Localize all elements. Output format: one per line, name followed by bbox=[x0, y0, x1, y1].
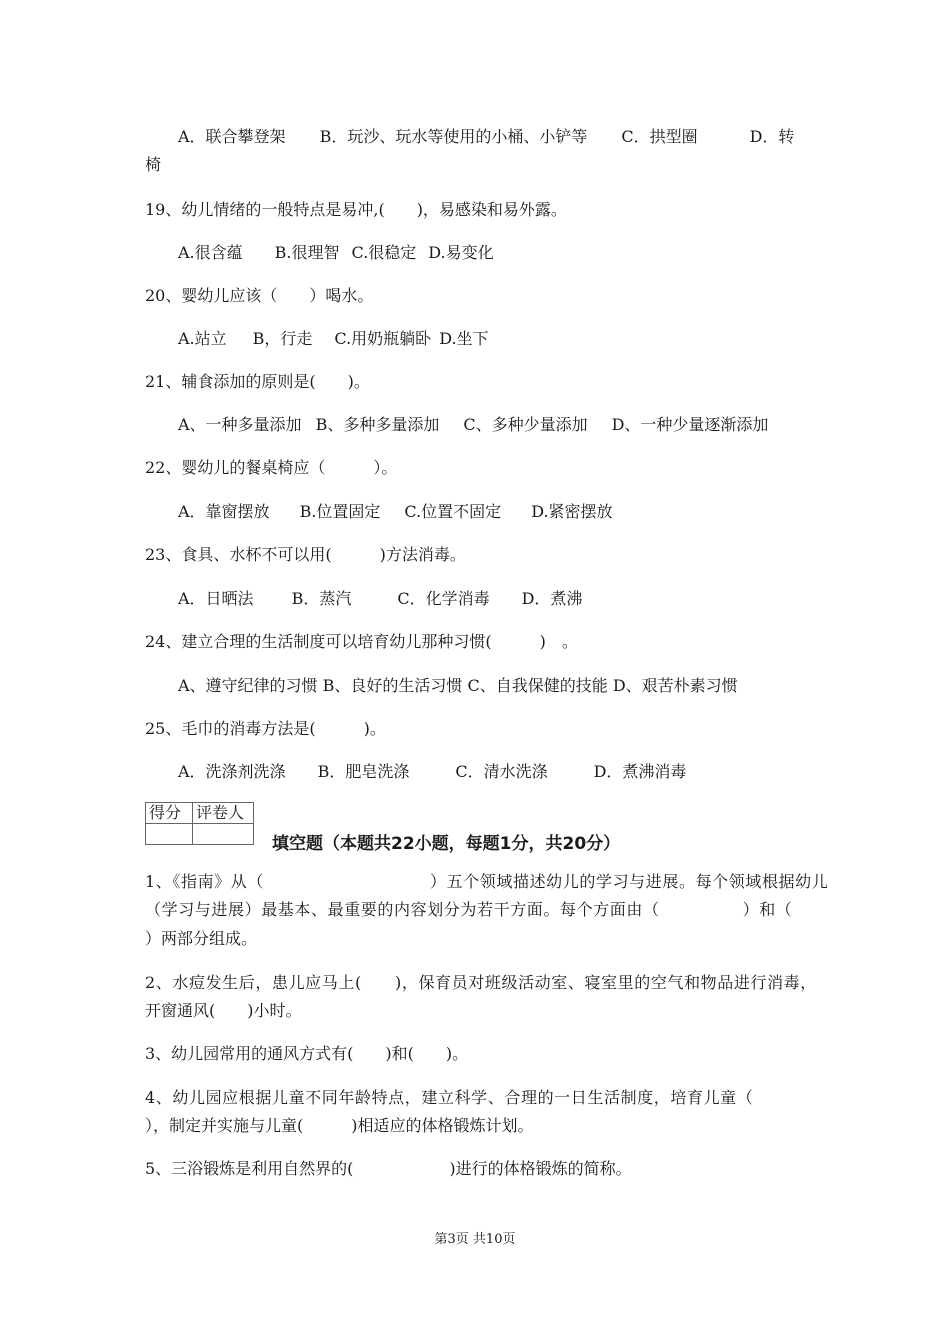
fill-q4-line1: 4、幼儿园应根据儿童不同年龄特点，建立科学、合理的一日生活制度，培育儿童（ bbox=[145, 1088, 754, 1107]
score-table bbox=[145, 802, 254, 845]
q21-option-b: B、多种多量添加 bbox=[315, 415, 440, 434]
q25-options bbox=[178, 761, 686, 783]
q21-option-c: C、多种少量添加 bbox=[463, 415, 588, 434]
q20-option-c: C.用奶瓶躺卧 bbox=[334, 329, 432, 348]
q23-option-a: A．日晒法 bbox=[178, 589, 254, 608]
q20-option-b: B，行走 bbox=[252, 329, 313, 348]
q22-option-c: C.位置不固定 bbox=[404, 502, 502, 521]
q22-options bbox=[178, 501, 613, 523]
q22-stem: 22、婴幼儿的餐桌椅应（ ）。 bbox=[145, 458, 398, 477]
q19-option-d: D.易变化 bbox=[428, 243, 494, 262]
score-cell bbox=[146, 824, 193, 845]
q18-option-d-cont: 椅 bbox=[145, 155, 162, 174]
q23-option-b: B．蒸汽 bbox=[291, 589, 352, 608]
fill-q1-line1: 1、《指南》从（ ）五个领域描述幼儿的学习与进展。每个领域根据幼儿 bbox=[145, 872, 829, 891]
fill-q5: 5、三浴锻炼是利用自然界的( )进行的体格锻炼的简称。 bbox=[145, 1159, 632, 1178]
q25-option-c: C．清水洗涤 bbox=[455, 762, 548, 781]
q19-options bbox=[178, 242, 494, 264]
score-header: 得分 bbox=[146, 803, 193, 824]
q23-stem: 23、食具、水杯不可以用( )方法消毒。 bbox=[145, 545, 466, 564]
q18-option-b: B．玩沙、玩水等使用的小桶、小铲等 bbox=[319, 127, 588, 146]
q19-stem: 19、幼儿情绪的一般特点是易冲,( )，易感染和易外露。 bbox=[145, 200, 567, 219]
q19-option-c: C.很稳定 bbox=[351, 243, 417, 262]
fill-q4-line2: ），制定并实施与儿童( )相适应的体格锻炼计划。 bbox=[145, 1116, 534, 1135]
fill-q2-line2: 开窗通风( )小时。 bbox=[145, 1001, 302, 1020]
q20-option-a: A.站立 bbox=[178, 329, 227, 348]
q22-option-b: B.位置固定 bbox=[299, 502, 381, 521]
q18-option-c: C．拱型圈 bbox=[621, 127, 698, 146]
q24-stem: 24、建立合理的生活制度可以培育幼儿那种习惯( ) 。 bbox=[145, 632, 578, 651]
q18-option-a: A．联合攀登架 bbox=[178, 127, 286, 146]
fill-q1-line3: ）两部分组成。 bbox=[145, 929, 258, 948]
q20-stem: 20、婴幼儿应该（ ）喝水。 bbox=[145, 286, 374, 305]
q22-option-d: D.紧密摆放 bbox=[531, 502, 613, 521]
fill-q3: 3、幼儿园常用的通风方式有( )和( )。 bbox=[145, 1044, 469, 1063]
grader-header: 评卷人 bbox=[193, 803, 254, 824]
q21-options bbox=[178, 414, 768, 436]
fill-q2-line1: 2、水痘发生后，患儿应马上( )，保育员对班级活动室、寝室里的空气和物品进行消毒， bbox=[145, 973, 817, 992]
q21-stem: 21、辅食添加的原则是( )。 bbox=[145, 372, 370, 391]
q21-option-a: A、一种多量添加 bbox=[178, 415, 302, 434]
q24-options: A、遵守纪律的习惯 B、良好的生活习惯 C、自我保健的技能 D、艰苦朴素习惯 bbox=[178, 676, 738, 695]
q25-option-d: D．煮沸消毒 bbox=[593, 762, 687, 781]
q23-option-d: D．煮沸 bbox=[521, 589, 583, 608]
q21-option-d: D、一种少量逐渐添加 bbox=[611, 415, 769, 434]
section-title: 填空题（本题共22小题，每题1分，共20分） bbox=[272, 834, 621, 854]
q25-option-b: B．肥皂洗涤 bbox=[317, 762, 410, 781]
q18-option-d: D．转 bbox=[749, 127, 795, 146]
q23-options bbox=[178, 588, 582, 610]
q20-options bbox=[178, 328, 489, 350]
fill-q1-line2: （学习与进展）最基本、最重要的内容划分为若干方面。每个方面由（ ）和（ bbox=[145, 900, 793, 919]
q25-option-a: A．洗涤剂洗涤 bbox=[178, 762, 286, 781]
q19-option-a: A.很含蕴 bbox=[178, 243, 243, 262]
q23-option-c: C．化学消毒 bbox=[397, 589, 490, 608]
q20-option-d: D.坐下 bbox=[439, 329, 489, 348]
q18-options bbox=[178, 126, 794, 148]
q19-option-b: B.很理智 bbox=[274, 243, 340, 262]
page-number: 第3页 共10页 bbox=[434, 1232, 516, 1247]
grader-cell bbox=[193, 824, 254, 845]
q25-stem: 25、毛巾的消毒方法是( )。 bbox=[145, 719, 386, 738]
q22-option-a: A．靠窗摆放 bbox=[178, 502, 270, 521]
